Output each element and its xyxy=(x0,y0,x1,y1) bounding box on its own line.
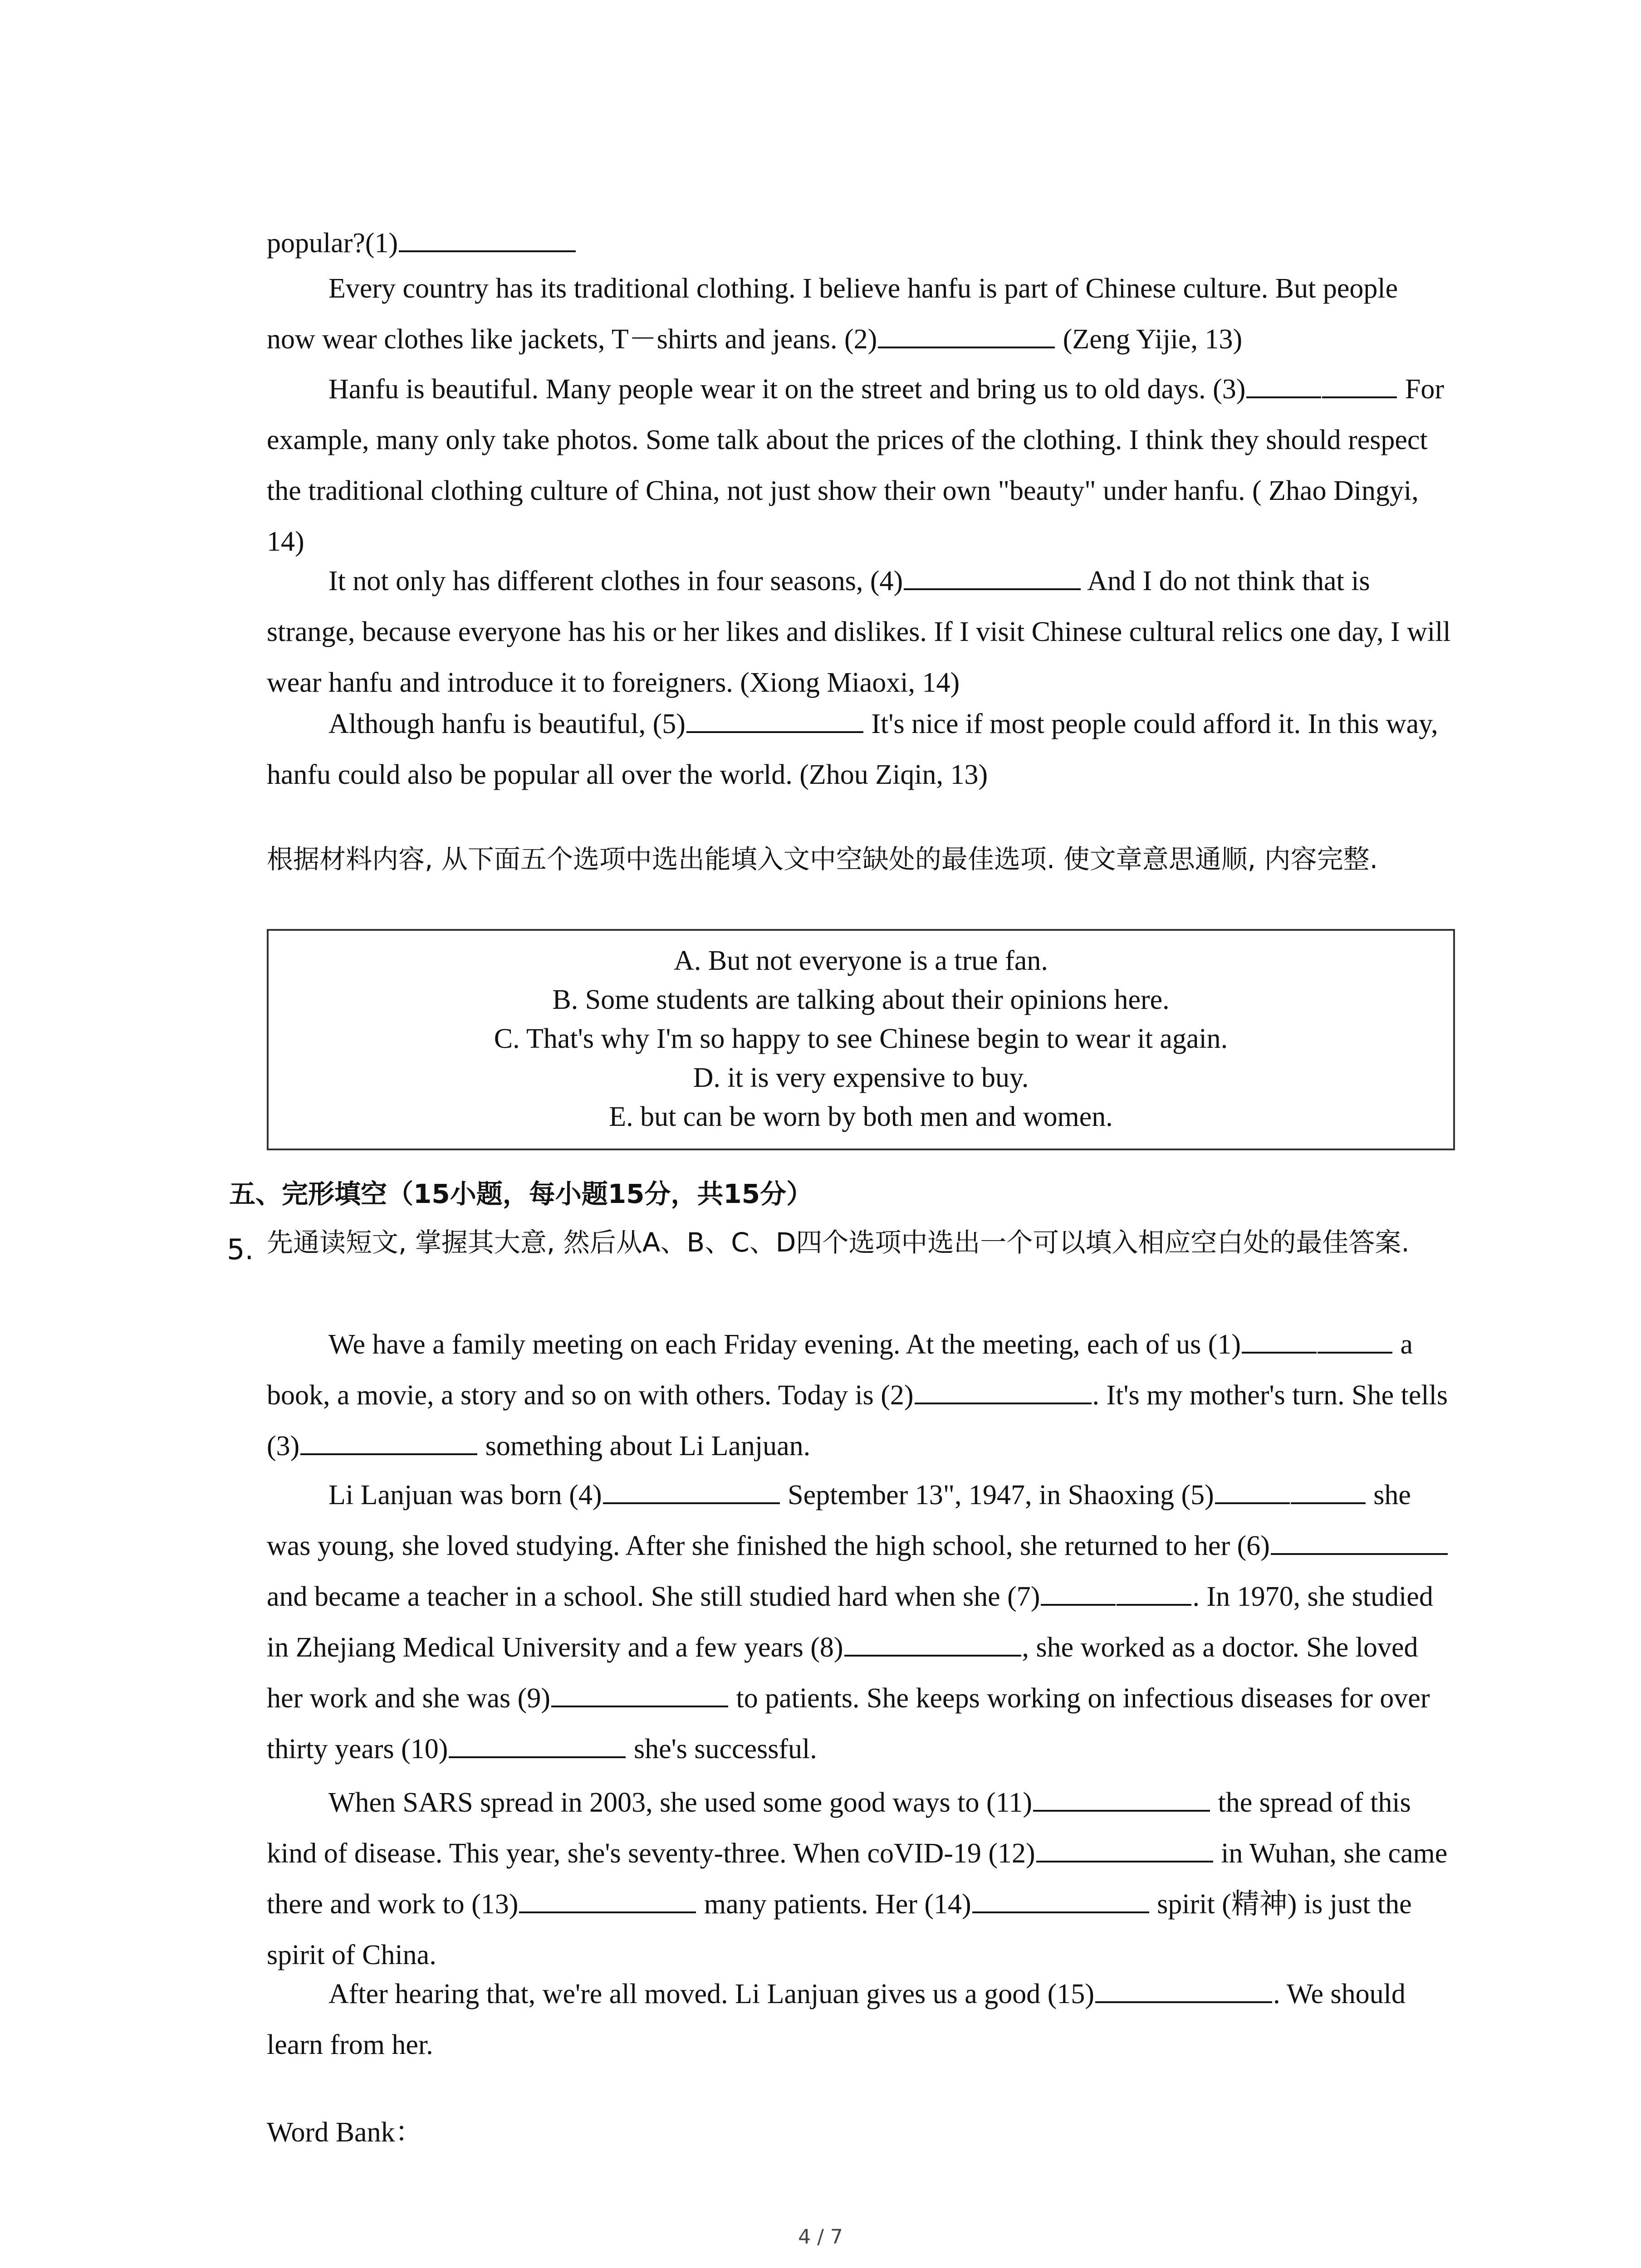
cloze-blank-6[interactable] xyxy=(1271,1525,1448,1555)
option-e: E. but can be worn by both men and women. xyxy=(609,1101,1113,1132)
answer-blank-5[interactable] xyxy=(686,703,863,733)
question-text: 先通读短文, 掌握其大意, 然后从A、B、C、D四个选项中选出一个可以填入相应空白处的最佳答案. xyxy=(267,1227,1410,1258)
word-bank-label: Word Bank： xyxy=(267,2117,423,2148)
passage1-xiong: It not only has different clothes in four seasons, (4) And I do not think that is strange, because everyone has his or her likes and dislikes. If I visit Chinese cultural relics one day, I will wear hanfu and introduce it to foreigners. (Xiong Miaoxi, 14) xyxy=(267,556,1453,708)
option-d: D. it is very expensive to buy. xyxy=(693,1062,1029,1093)
passage1-line-popular: popular?(1) xyxy=(267,218,1453,269)
cloze-blank-8[interactable] xyxy=(844,1627,1021,1657)
passage1-zeng: Every country has its traditional clothing. I believe hanfu is part of Chinese culture. But people now wear clothes like jackets, T－shirts and jeans. (2) (Zeng Yijie, 13) xyxy=(267,273,1398,355)
cloze-blank-1-cont xyxy=(1318,1324,1392,1354)
cloze-blank-14[interactable] xyxy=(972,1883,1149,1913)
section-heading: 五、完形填空（15小题，每小题15分，共15分） xyxy=(229,1178,813,1209)
passage1-zhao: Hanfu is beautiful. Many people wear it on the street and bring us to old days. (3) For example, many only take photos. Some talk about the prices of the clothing. I think they should respect the traditional clothing culture of China, not just show their own "beauty" under hanfu. ( Zhao Dingyi, 14) xyxy=(267,364,1453,567)
answer-blank-1[interactable] xyxy=(399,222,576,252)
cloze-blank-9[interactable] xyxy=(551,1677,728,1707)
option-b: B. Some students are talking about their opinions here. xyxy=(552,984,1170,1015)
cloze-blank-10[interactable] xyxy=(449,1728,626,1758)
options-box xyxy=(267,929,1455,1150)
cloze-blank-11[interactable] xyxy=(1033,1782,1210,1812)
cloze-blank-5-cont xyxy=(1291,1474,1366,1504)
cloze-blank-12[interactable] xyxy=(1036,1833,1213,1862)
option-c: C. That's why I'm so happy to see Chinese begin to wear it again. xyxy=(494,1023,1228,1054)
cloze-blank-13[interactable] xyxy=(519,1883,696,1913)
cloze-blank-3[interactable] xyxy=(300,1425,477,1455)
answer-blank-2[interactable] xyxy=(878,318,1055,348)
cloze-blank-5[interactable] xyxy=(1215,1474,1290,1504)
passage2-p4: After hearing that, we're all moved. Li Lanjuan gives us a good (15) . We should learn from her. xyxy=(267,1969,1453,2070)
answer-blank-3-cont xyxy=(1322,368,1397,398)
passage2-p2: Li Lanjuan was born (4) September 13", 1947, in Shaoxing (5) she was young, she loved studying. After she finished the high school, she returned to her (6) and became a teacher in a school. She still studied hard when she (7) . In 1970, she studied in Zhejiang Medical University and a few years (8) , she worked as a doctor. She loved her work and she was (9) to patients. She keeps working on infectious diseases for over thirty years (10) she's successful. xyxy=(267,1470,1453,1774)
answer-blank-3[interactable] xyxy=(1246,368,1321,398)
instruction-text: 根据材料内容, 从下面五个选项中选出能填入文中空缺处的最佳选项. 使文章意思通顺, 内容完整. xyxy=(267,844,1378,875)
cloze-blank-2[interactable] xyxy=(915,1374,1092,1404)
answer-blank-4[interactable] xyxy=(904,560,1081,590)
option-a: A. But not everyone is a true fan. xyxy=(674,945,1048,976)
passage2-p3: When SARS spread in 2003, she used some good ways to (11) the spread of this kind of disease. This year, she's seventy-three. When coVID-19 (12) in Wuhan, she came there and work to (13) many patients. Her (14) spirit (精神) is just the spirit of China. xyxy=(267,1777,1453,1980)
passage2-p1: We have a family meeting on each Friday evening. At the meeting, each of us (1) a book, a movie, a story and so on with others. Today is (2) . It's my mother's turn. She tells (3) something about Li Lanjuan. xyxy=(267,1319,1453,1471)
cloze-blank-4[interactable] xyxy=(603,1474,780,1504)
cloze-blank-15[interactable] xyxy=(1095,1973,1272,2003)
passage1-zhou: Although hanfu is beautiful, (5) It's nice if most people could afford it. In this way, hanfu could also be popular all over the world. (Zhou Ziqin, 13) xyxy=(267,699,1453,800)
question-number: 5. xyxy=(227,1233,254,1266)
cloze-blank-1[interactable] xyxy=(1242,1324,1317,1354)
page-number: 4 / 7 xyxy=(798,2225,843,2248)
cloze-blank-7-cont xyxy=(1117,1576,1191,1606)
cloze-blank-7[interactable] xyxy=(1041,1576,1116,1606)
